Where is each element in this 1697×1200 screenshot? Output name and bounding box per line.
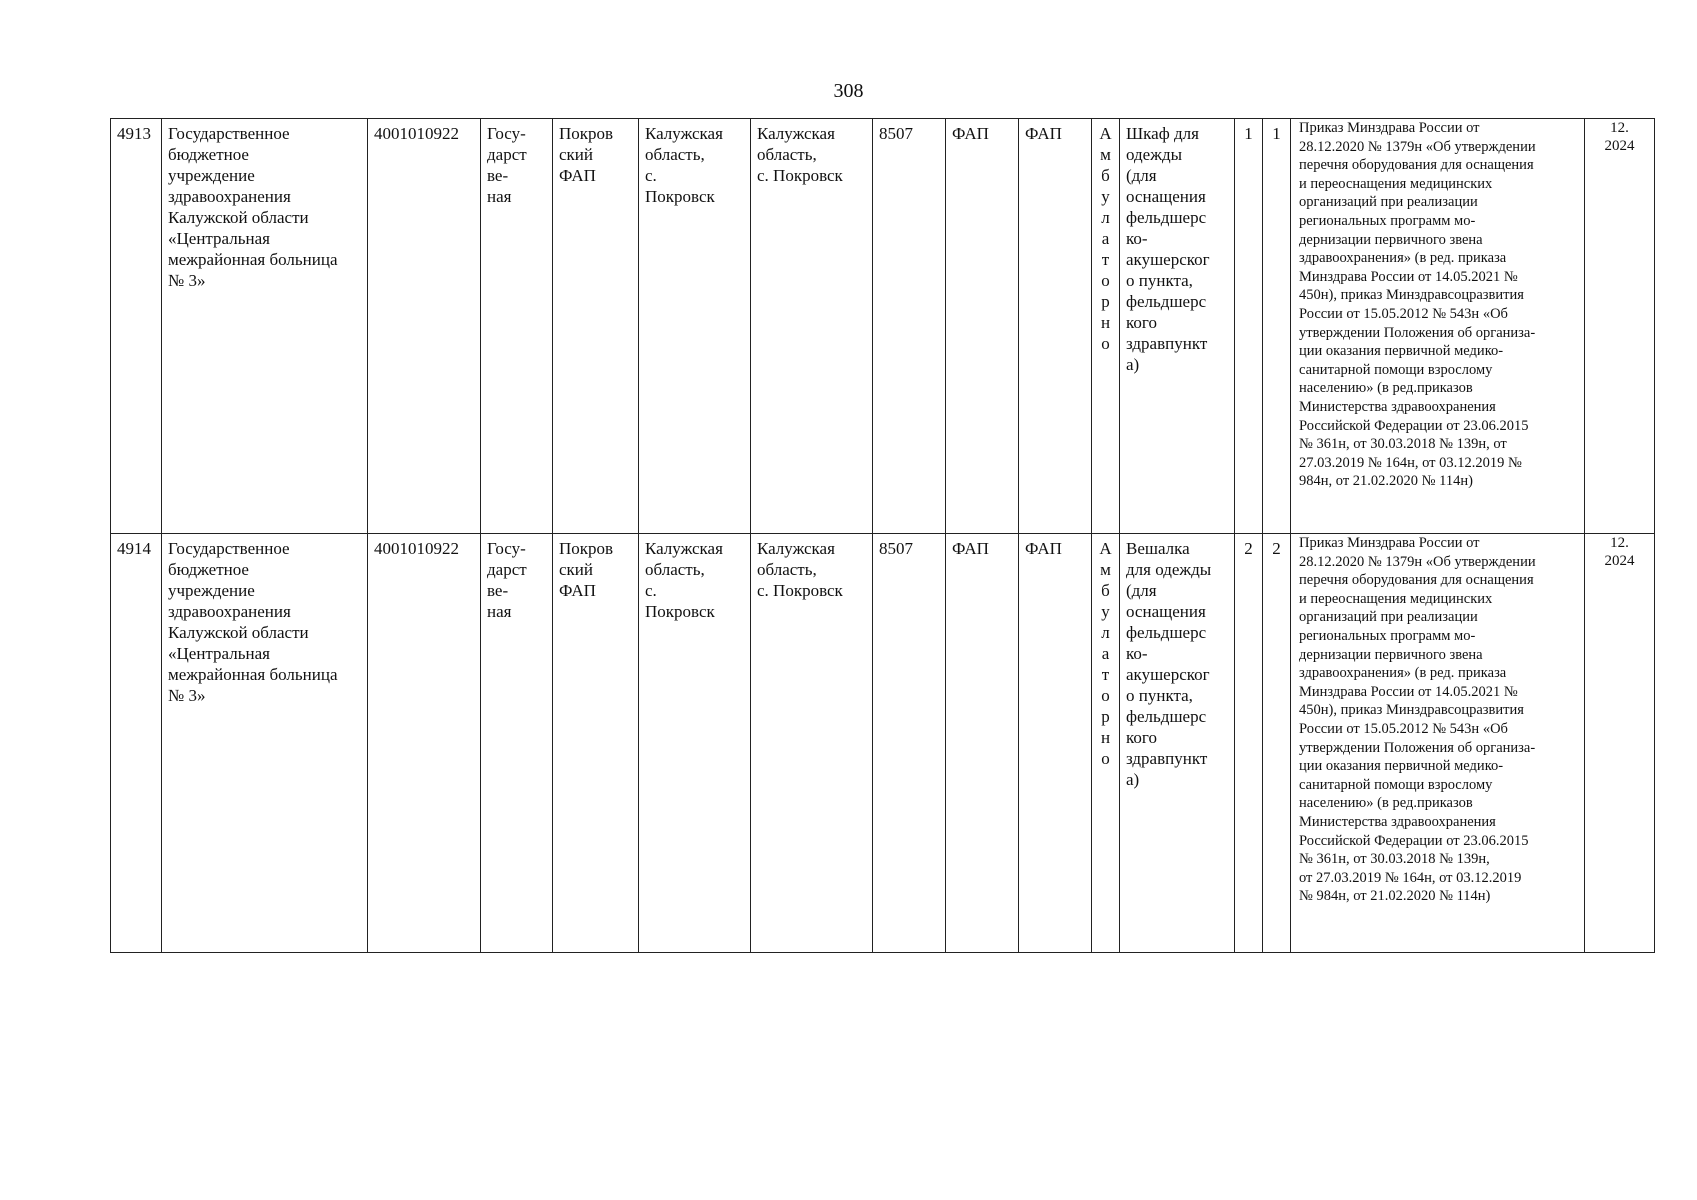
table-row: [110, 118, 1655, 537]
facility-location: Калужская область, с. Покровск: [751, 119, 873, 537]
care-form-letter: н: [1100, 313, 1111, 332]
quantity-required: 2: [1235, 534, 1263, 952]
ownership-form: Госу- дарст ве- ная: [481, 534, 553, 952]
facility-type: ФАП: [946, 534, 1019, 952]
care-form-vertical: [1092, 119, 1120, 537]
care-form-vertical: [1092, 534, 1120, 952]
care-form-letter: м: [1100, 145, 1111, 164]
ownership-form: Госу- дарст ве- ная: [481, 119, 553, 537]
care-form-letter: н: [1100, 728, 1111, 747]
due-date: 12. 2024: [1585, 534, 1655, 952]
table-row: [110, 533, 1655, 953]
care-form-letter: у: [1101, 187, 1110, 206]
care-form-letter: т: [1101, 250, 1110, 269]
care-form-letter: а: [1101, 644, 1110, 663]
care-form-letter: б: [1101, 166, 1110, 185]
care-form-letter: А: [1099, 539, 1112, 558]
quantity-planned: 1: [1263, 119, 1291, 537]
facility-code: 8507: [873, 119, 946, 537]
care-form-letter: о: [1101, 271, 1110, 290]
care-form-letter: л: [1101, 208, 1110, 227]
row-number: 4914: [110, 534, 162, 952]
quantity-required: 1: [1235, 119, 1263, 537]
quantity-planned: 2: [1263, 534, 1291, 952]
care-form-letter: о: [1101, 749, 1110, 768]
inn-code: 4001010922: [368, 119, 481, 537]
facility-location: Калужская область, с. Покровск: [751, 534, 873, 952]
facility-address: Калужская область, с. Покровск: [639, 534, 751, 952]
equipment-item: Вешалка для одежды (для оснащения фельдшерс ко- акушерског о пункта, фельдшерс кого здравпункт а): [1120, 534, 1235, 952]
care-form-letter: о: [1101, 686, 1110, 705]
facility-name: Покров ский ФАП: [553, 119, 639, 537]
legal-basis: Приказ Минздрава России от 28.12.2020 № 1379н «Об утверждении перечня оборудования для оснащения и переоснащения медицинских организаций при реализации региональных программ мо- дернизации первичного звена здравоохранения» (в ред. приказа Минздрава России от 14.05.2021 № 450н), приказ Минздравсоцразвития России от 15.05.2012 № 543н «Об утверждении Положения об организа- ции оказания первичной медико- санитарной помощи взрослому населению» (в ред.приказов Министерства здравоохранения Российской Федерации от 23.06.2015 № 361н, от 30.03.2018 № 139н, от 27.03.2019 № 164н, от 03.12.2019 № 984н, от 21.02.2020 № 114н): [1291, 119, 1585, 537]
care-form-letter: л: [1101, 623, 1110, 642]
care-form-letter: р: [1101, 292, 1110, 311]
care-form-letter: м: [1100, 560, 1111, 579]
care-form-letter: А: [1099, 124, 1112, 143]
care-form-letter: о: [1101, 334, 1110, 353]
legal-basis: Приказ Минздрава России от 28.12.2020 № 1379н «Об утверждении перечня оборудования для оснащения и переоснащения медицинских организаций при реализации региональных программ мо- дернизации первичного звена здравоохранения» (в ред. приказа Минздрава России от 14.05.2021 № 450н), приказ Минздравсоцразвития России от 15.05.2012 № 543н «Об утверждении Положения об организа- ции оказания первичной медико- санитарной помощи взрослому населению» (в ред.приказов Министерства здравоохранения Российской Федерации от 23.06.2015 № 361н, от 30.03.2018 № 139н, от 27.03.2019 № 164н, от 03.12.2019 № 984н, от 21.02.2020 № 114н): [1291, 534, 1585, 952]
facility-subtype: ФАП: [1019, 119, 1092, 537]
care-form-letter: а: [1101, 229, 1110, 248]
facility-type: ФАП: [946, 119, 1019, 537]
care-form-letter: р: [1101, 707, 1110, 726]
equipment-item: Шкаф для одежды (для оснащения фельдшерс ко- акушерског о пункта, фельдшерс кого здравпункт а): [1120, 119, 1235, 537]
page-number: 308: [833, 80, 864, 102]
care-form-letter: б: [1101, 581, 1110, 600]
facility-address: Калужская область, с. Покровск: [639, 119, 751, 537]
facility-subtype: ФАП: [1019, 534, 1092, 952]
care-form-letter: у: [1101, 602, 1110, 621]
inn-code: 4001010922: [368, 534, 481, 952]
row-number: 4913: [110, 119, 162, 537]
facility-name: Покров ский ФАП: [553, 534, 639, 952]
facility-code: 8507: [873, 534, 946, 952]
due-date: 12. 2024: [1585, 119, 1655, 537]
organization-name: Государственное бюджетное учреждение здравоохранения Калужской области «Центральная межрайонная больница № 3»: [162, 534, 368, 952]
organization-name: Государственное бюджетное учреждение здравоохранения Калужской области «Центральная межрайонная больница № 3»: [162, 119, 368, 537]
care-form-letter: т: [1101, 665, 1110, 684]
